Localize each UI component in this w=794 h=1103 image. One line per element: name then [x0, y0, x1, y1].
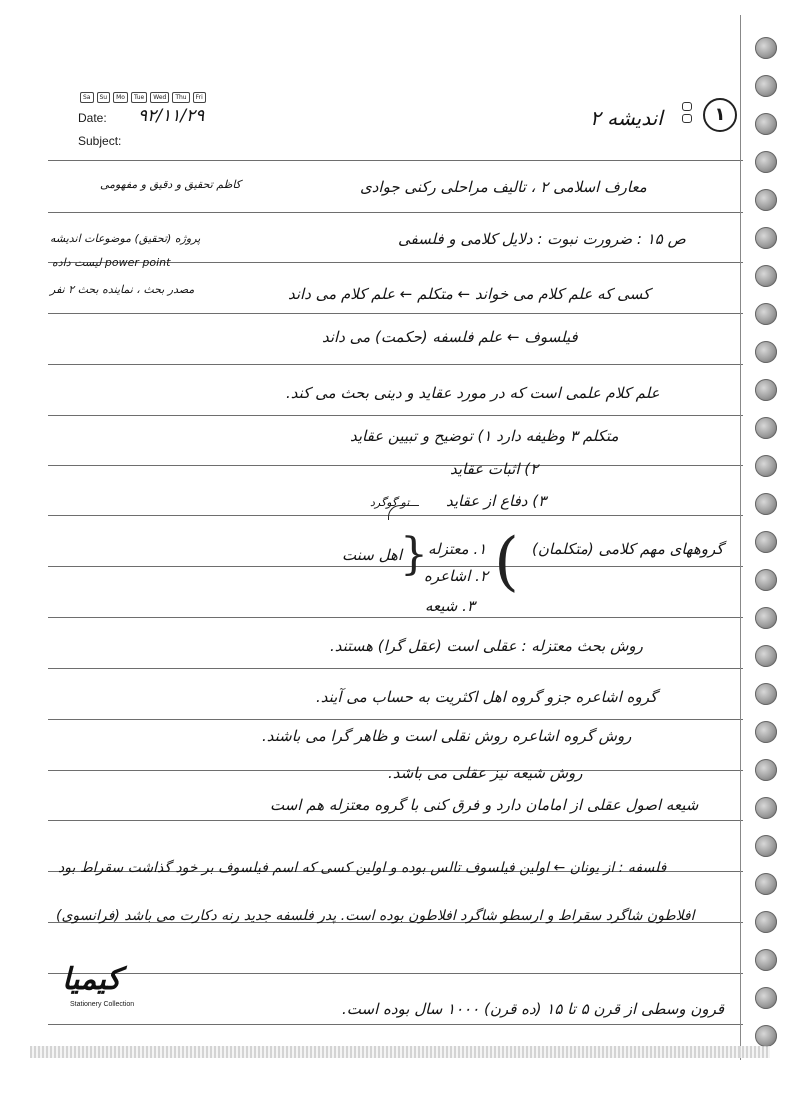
ruled-line [48, 973, 743, 974]
binding-ring [755, 645, 777, 667]
binding-ring [755, 569, 777, 591]
date-value: ۹۲/۱۱/۲۹ [138, 106, 205, 126]
binding-ring [755, 949, 777, 971]
note-line: روش شیعه نیز عقلی می باشد. [388, 764, 583, 782]
checkbox-mark [682, 102, 692, 111]
binding-ring [755, 265, 777, 287]
binding-ring [755, 759, 777, 781]
note-line: گروههای مهم کلامی (متکلمان) [532, 540, 724, 558]
side-note: پروژه (تحقیق) موضوعات اندیشه [50, 232, 201, 245]
side-note: مصدر بحث ، نماینده بحث ۲ نفر [50, 283, 195, 296]
binding-ring [755, 417, 777, 439]
note-line: ۲) اثبات عقاید [450, 460, 539, 478]
weekday-box: Fri [193, 92, 206, 103]
note-line: ص ۱۵ : ضرورت نبوت : دلایل کلامی و فلسفی [398, 230, 686, 248]
note-line: افلاطون شاگرد سقراط و ارسطو شاگرد افلاطون بوده است. پدر فلسفه جدید رنه دکارت می باشد (فرانسوی) [56, 908, 695, 924]
binding-ring [755, 721, 777, 743]
binding-ring [755, 911, 777, 933]
note-line: روش بحث معتزله : عقلی است (عقل گرا) هستند. [330, 637, 643, 655]
binding-ring [755, 341, 777, 363]
weekday-box: Tue [131, 92, 147, 103]
note-line: قرون وسطی از قرن ۵ تا ۱۵ (ده قرن) ۱۰۰۰ سال بوده است. [342, 1000, 725, 1018]
page-title: اندیشه ۲ [590, 106, 663, 130]
note-line: شیعه اصول عقلی از امامان دارد و فرق کنی با گروه معتزله هم است [270, 796, 699, 814]
annotation: تو گوگرد [370, 496, 410, 509]
ruled-line [48, 719, 743, 720]
ruled-line [48, 364, 743, 365]
note-line: فلسفه : از یونان ← اولین فیلسوف تالس بوده و اولین کسی که اسم فیلسوف بر خود گذاشت سقراط بود [58, 860, 667, 876]
note-line: گروه اشاعره جزو گروه اهل اکثریت به حساب می آیند. [316, 688, 658, 706]
date-label: Date: [78, 111, 107, 125]
ruled-line [48, 566, 743, 567]
binding-ring [755, 531, 777, 553]
weekday-box: Su [97, 92, 111, 103]
group-item: ۲. اشاعره [424, 567, 488, 585]
annotation-arrow [388, 505, 419, 520]
binding-ring [755, 873, 777, 895]
binding-ring [755, 455, 777, 477]
group-note: اهل سنت [342, 546, 403, 564]
group-item: ۱. معتزله [428, 540, 487, 558]
weekday-box: Wed [150, 92, 169, 103]
ruled-line [48, 415, 743, 416]
binding-ring [755, 1025, 777, 1047]
subject-label: Subject: [78, 134, 122, 148]
note-line: متکلم ۳ وظیفه دارد ۱) توضیح و تبیین عقاید [350, 427, 619, 445]
checkbox-mark [682, 114, 692, 123]
binding-ring [755, 151, 777, 173]
note-line: علم کلام علمی است که در مورد عقاید و دینی بحث می کند. [286, 384, 660, 402]
weekday-boxes [80, 92, 206, 103]
binding-ring [755, 987, 777, 1009]
weekday-box: Thu [172, 92, 189, 103]
ruled-line [48, 313, 743, 314]
note-line: روش گروه اشاعره روش نقلی است و ظاهر گرا می باشند. [262, 727, 632, 745]
binding-ring [755, 303, 777, 325]
brand-caption: Stationery Collection [70, 1001, 135, 1008]
page-number: ۱ [703, 98, 737, 132]
brand-logo: کیمیا [62, 962, 121, 997]
ruled-line [48, 820, 743, 821]
binding-ring [755, 189, 777, 211]
note-line: کاظم تحقیق و دقیق و مفهومی [100, 178, 241, 191]
side-note: power point لیست داده [52, 256, 171, 269]
binding-ring [755, 683, 777, 705]
binding-ring [755, 493, 777, 515]
binding-ring [755, 75, 777, 97]
ruled-line [48, 212, 743, 213]
brace: } [400, 529, 428, 580]
note-line: فیلسوف ← علم فلسفه (حکمت) می داند [322, 328, 578, 346]
ruled-line [48, 668, 743, 669]
note-line: کسی که علم کلام می خواند ← متکلم ← علم کلام می داند [288, 285, 651, 303]
group-item: ۳. شیعه [425, 597, 475, 615]
ruled-line [48, 160, 743, 161]
weekday-box: Mo [113, 92, 128, 103]
binding-ring [755, 607, 777, 629]
bottom-edge-band [30, 1046, 770, 1058]
margin-line [740, 15, 741, 1060]
ruled-line [48, 465, 743, 466]
ruled-line [48, 617, 743, 618]
note-line: ۳) دفاع از عقاید [446, 492, 547, 510]
checkbox-marks [682, 102, 694, 126]
binding-ring [755, 797, 777, 819]
weekday-box: Sa [80, 92, 94, 103]
brace: ( [494, 525, 519, 599]
ruled-line [48, 1024, 743, 1025]
binding-ring [755, 113, 777, 135]
note-line: معارف اسلامی ۲ ، تالیف مراحلی رکنی جوادی [360, 178, 647, 196]
binding-ring [755, 835, 777, 857]
binding-ring [755, 37, 777, 59]
binding-ring [755, 227, 777, 249]
binding-ring [755, 379, 777, 401]
